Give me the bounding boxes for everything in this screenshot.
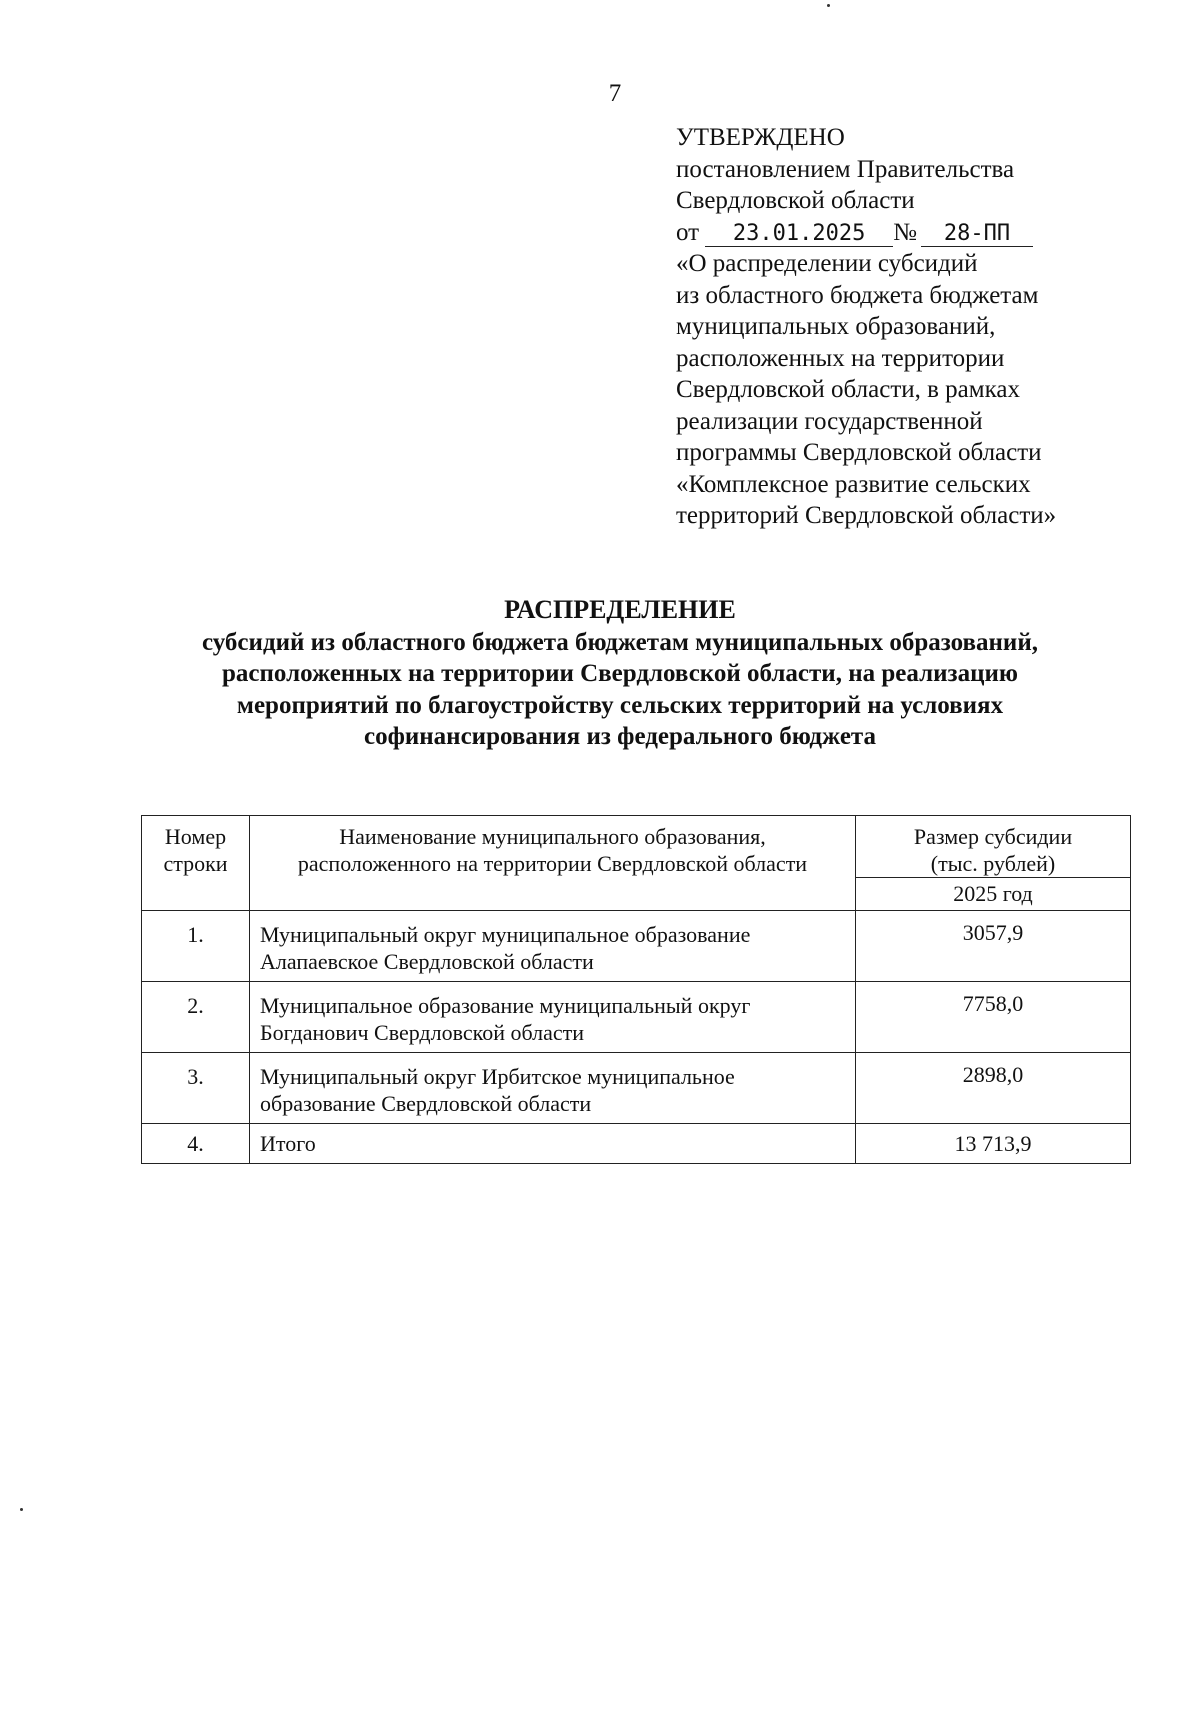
cell-row-number: 2. [142, 982, 250, 1053]
approval-date-line [676, 217, 1116, 249]
table-row-total [142, 1124, 1131, 1164]
subject-line: Свердловской области, в рамках [676, 376, 1020, 403]
cell-row-number: 4. [142, 1124, 250, 1164]
cell-subsidy-amount: 2898,0 [856, 1053, 1131, 1124]
header-year: 2025 год [856, 878, 1131, 911]
cell-total-label: Итого [250, 1124, 856, 1164]
cell-municipality-name: Муниципальный округ Ирбитское муниципальное образование Свердловской области [250, 1053, 856, 1124]
approval-date: 23.01.2025 [705, 222, 893, 247]
approval-line: Свердловской области [676, 187, 915, 214]
cell-subsidy-amount: 7758,0 [856, 982, 1131, 1053]
header-subsidy-amount: Размер субсидии (тыс. рублей) [856, 816, 1131, 878]
cell-total-amount: 13 713,9 [856, 1124, 1131, 1164]
approval-number: 28-ПП [921, 222, 1033, 247]
subject-line: «О распределении субсидий [676, 250, 978, 277]
table-header-row [142, 816, 1131, 878]
subject-line: программы Свердловской области [676, 439, 1042, 466]
cell-row-number: 3. [142, 1053, 250, 1124]
subject-line: территорий Свердловской области» [676, 502, 1057, 529]
title-subtitle-line: субсидий из областного бюджета бюджетам муниципальных образований, [202, 628, 1038, 656]
table-row [142, 911, 1131, 982]
approval-line: постановлением Правительства [676, 155, 1015, 183]
cell-municipality-name: Муниципальное образование муниципальный округ Богданович Свердловской области [250, 982, 856, 1053]
scan-speck [827, 4, 830, 7]
date-prefix: от [676, 218, 700, 246]
title-heading: РАСПРЕДЕЛЕНИЕ [504, 595, 736, 624]
distribution-table [141, 815, 1131, 1164]
document-title [150, 594, 1090, 753]
cell-subsidy-amount: 3057,9 [856, 911, 1131, 982]
scan-speck [20, 1508, 23, 1511]
header-row-number: Номер строки [142, 816, 250, 911]
cell-municipality-name: Муниципальный округ муниципальное образование Алапаевское Свердловской области [250, 911, 856, 982]
title-subtitle-line: софинансирования из федерального бюджета [363, 723, 877, 750]
approval-heading: УТВЕРЖДЕНО [676, 124, 845, 151]
approval-stamp-block [676, 122, 1116, 532]
header-municipality-name: Наименование муниципального образования, расположенного на территории Свердловской области [250, 816, 856, 911]
page-number: 7 [608, 80, 622, 107]
cell-row-number: 1. [142, 911, 250, 982]
table-row [142, 1053, 1131, 1124]
subject-line: муниципальных образований, [676, 313, 996, 340]
number-prefix: № [893, 218, 917, 246]
title-subtitle-line: мероприятий по благоустройству сельских территорий на условиях [236, 691, 1004, 719]
subject-line: реализации государственной [676, 407, 983, 435]
subject-line: расположенных на территории [676, 344, 1005, 372]
subject-line: из областного бюджета бюджетам [676, 281, 1039, 309]
title-subtitle-line: расположенных на территории Свердловской области, на реализацию [222, 660, 1018, 687]
table-row [142, 982, 1131, 1053]
subject-line: «Комплексное развитие сельских [676, 470, 1031, 498]
